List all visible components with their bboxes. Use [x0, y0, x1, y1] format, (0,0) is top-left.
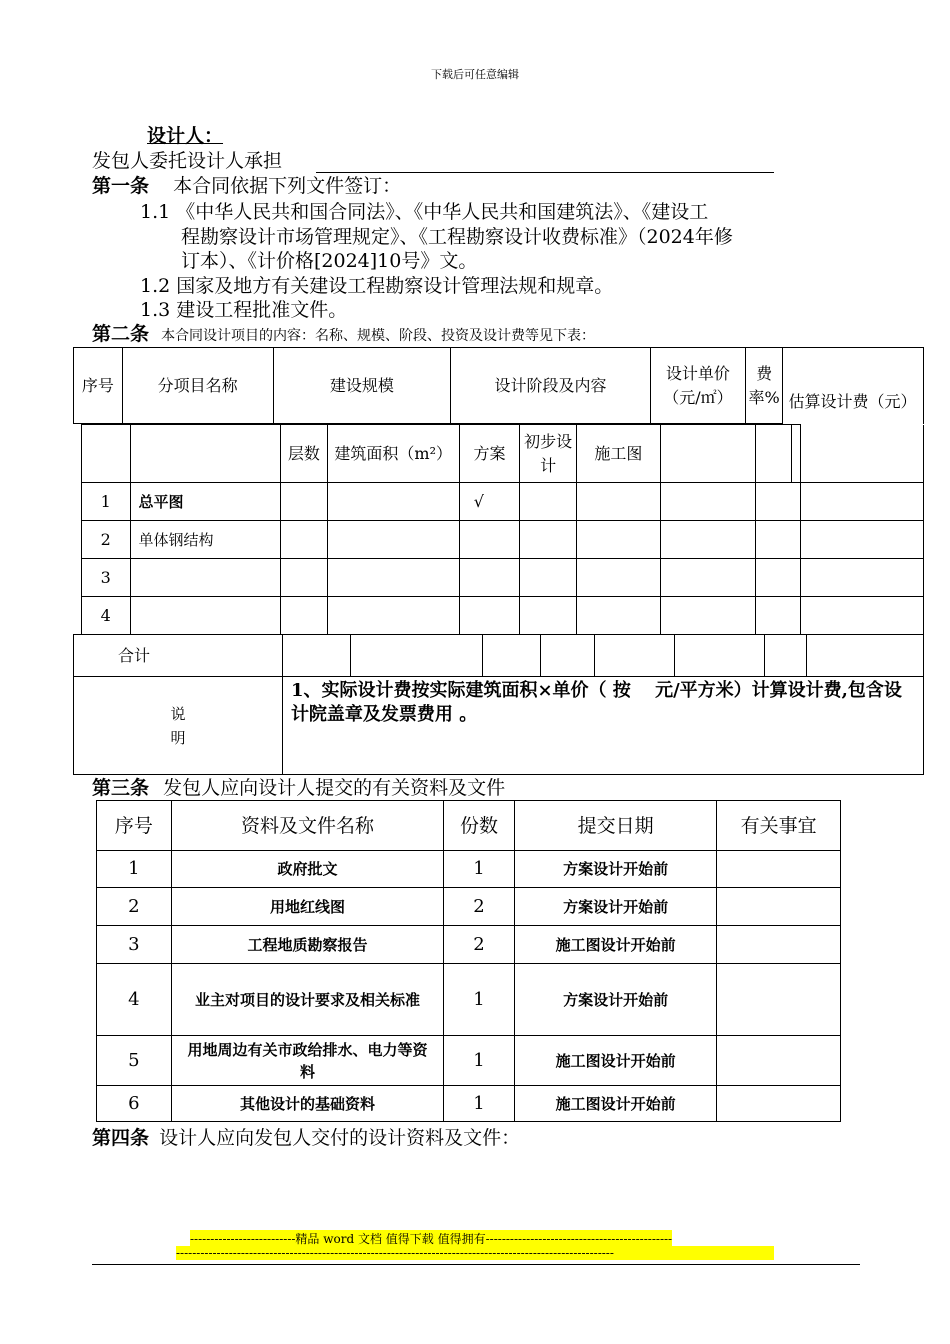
sub-blank [801, 425, 924, 483]
row-no: 1 [82, 483, 131, 521]
doc-date: 施工图设计开始前 [514, 1086, 716, 1122]
doc-no: 3 [97, 926, 172, 964]
col-header: 提交日期 [514, 801, 716, 851]
table-row [82, 559, 924, 597]
doc-notes [717, 851, 841, 888]
article-2-text: 本合同设计项目的内容：名称、规模、阶段、投资及设计费等见下表： [161, 328, 596, 344]
sub-blank [82, 425, 131, 483]
h-unit-price: 设计单价（元/㎡） [650, 348, 746, 424]
doc-notes [717, 926, 841, 964]
h-prelim: 初步设计 [520, 425, 577, 483]
doc-no: 6 [97, 1086, 172, 1122]
h-stage: 设计阶段及内容 [451, 348, 650, 424]
article-3-text: 发包人应向设计人提交的有关资料及文件 [163, 777, 506, 799]
documents-table [96, 800, 841, 1122]
sub-blank [661, 425, 756, 483]
doc-date: 施工图设计开始前 [514, 926, 716, 964]
h-area: 建筑面积（m²） [327, 425, 459, 483]
design-table-footer [73, 634, 924, 775]
table-row [82, 521, 924, 559]
doc-copies: 1 [444, 964, 515, 1036]
doc-notes [717, 964, 841, 1036]
h-scale: 建设规模 [273, 348, 451, 424]
footer-rule [92, 1264, 860, 1265]
row-scheme [459, 597, 520, 635]
table-row [82, 597, 924, 635]
note-label: 说明 [74, 677, 283, 775]
table-row [97, 926, 841, 964]
col-header: 份数 [444, 801, 515, 851]
article-4-title: 第四条 [92, 1127, 150, 1149]
row-no: 2 [82, 521, 131, 559]
h-scheme: 方案 [459, 425, 520, 483]
h-construct: 施工图 [576, 425, 660, 483]
doc-notes [717, 1036, 841, 1086]
article-3-title: 第三条 [92, 777, 150, 799]
sub-blank [130, 425, 280, 483]
row-scheme: √ [459, 483, 520, 521]
commission-line: 发包人委托设计人承担 [92, 150, 283, 172]
h-rate: 费率% [746, 348, 783, 424]
design-table-sub [81, 424, 924, 635]
doc-no: 5 [97, 1036, 172, 1086]
table-row [82, 483, 924, 521]
col-header: 有关事宜 [717, 801, 841, 851]
row-name: 总平图 [130, 483, 280, 521]
doc-date: 方案设计开始前 [514, 964, 716, 1036]
article-4 [92, 1126, 520, 1150]
col-header: 资料及文件名称 [171, 801, 443, 851]
doc-date: 方案设计开始前 [514, 888, 716, 926]
doc-date: 施工图设计开始前 [514, 1036, 716, 1086]
table-row [97, 851, 841, 888]
table-row [97, 1036, 841, 1086]
doc-date: 方案设计开始前 [514, 851, 716, 888]
row-no: 4 [82, 597, 131, 635]
doc-no: 1 [97, 851, 172, 888]
article-1-item: 订本）、《计价格[2024]10号》文。 [181, 250, 478, 272]
row-name [130, 597, 280, 635]
col-header: 序号 [97, 801, 172, 851]
doc-name: 用地红线图 [171, 888, 443, 926]
sub-blank [755, 425, 792, 483]
row-scheme [459, 559, 520, 597]
row-name: 单体钢结构 [130, 521, 280, 559]
doc-name: 工程地质勘察报告 [171, 926, 443, 964]
doc-notes [717, 1086, 841, 1122]
article-1-item: 1.3 建设工程批准文件。 [140, 299, 348, 321]
table-row [97, 888, 841, 926]
doc-copies: 2 [444, 888, 515, 926]
doc-copies: 1 [444, 1036, 515, 1086]
doc-name: 业主对项目的设计要求及相关标准 [171, 964, 443, 1036]
article-1-title: 第一条 [92, 175, 150, 197]
doc-name: 其他设计的基础资料 [171, 1086, 443, 1122]
h-est-fee: 估算设计费（元） [788, 392, 917, 411]
article-1-text: 本合同依据下列文件签订： [173, 175, 402, 197]
doc-copies: 1 [444, 1086, 515, 1122]
h-seq: 序号 [74, 348, 123, 424]
doc-no: 2 [97, 888, 172, 926]
doc-name: 政府批文 [171, 851, 443, 888]
note-text: 1、实际设计费按实际建筑面积×单价（ 按 元/平方米）计算设计费,包含设计院盖章及发票费用 。 [282, 677, 923, 775]
footer-line-1: --------------------------精品 word 文档 值得下载 值得拥有---------------------------------------------- [190, 1232, 673, 1246]
doc-no: 4 [97, 964, 172, 1036]
table-row [97, 1086, 841, 1122]
sub-blank [792, 425, 801, 483]
article-1-item: 程勘察设计市场管理规定》、《工程勘察设计收费标准》（2024年修 [181, 226, 733, 248]
doc-copies: 2 [444, 926, 515, 964]
commission-blank [316, 172, 774, 173]
total-label: 合计 [74, 635, 283, 677]
article-1-item: 1.1 《中华人民共和国合同法》、《中华人民共和国建筑法》、《建设工 [140, 201, 709, 223]
footer-line-2: ------------------------------------------------------------------------------------------------------------ [176, 1246, 774, 1260]
row-name [130, 559, 280, 597]
header-note: 下载后可任意编辑 [431, 68, 519, 81]
row-no: 3 [82, 559, 131, 597]
row-scheme [459, 521, 520, 559]
doc-copies: 1 [444, 851, 515, 888]
article-3 [92, 776, 505, 800]
article-2 [92, 322, 595, 348]
article-1-item: 1.2 国家及地方有关建设工程勘察设计管理法规和规章。 [140, 275, 614, 297]
article-4-text: 设计人应向发包人交付的设计资料及文件： [159, 1127, 521, 1149]
h-item-name: 分项目名称 [122, 348, 273, 424]
article-1 [92, 174, 401, 198]
article-2-title: 第二条 [92, 323, 150, 345]
doc-notes [717, 888, 841, 926]
table-row [97, 964, 841, 1036]
doc-name: 用地周边有关市政给排水、电力等资料 [171, 1036, 443, 1086]
designer-label: 设计人： [147, 125, 224, 147]
h-floors: 层数 [281, 425, 328, 483]
